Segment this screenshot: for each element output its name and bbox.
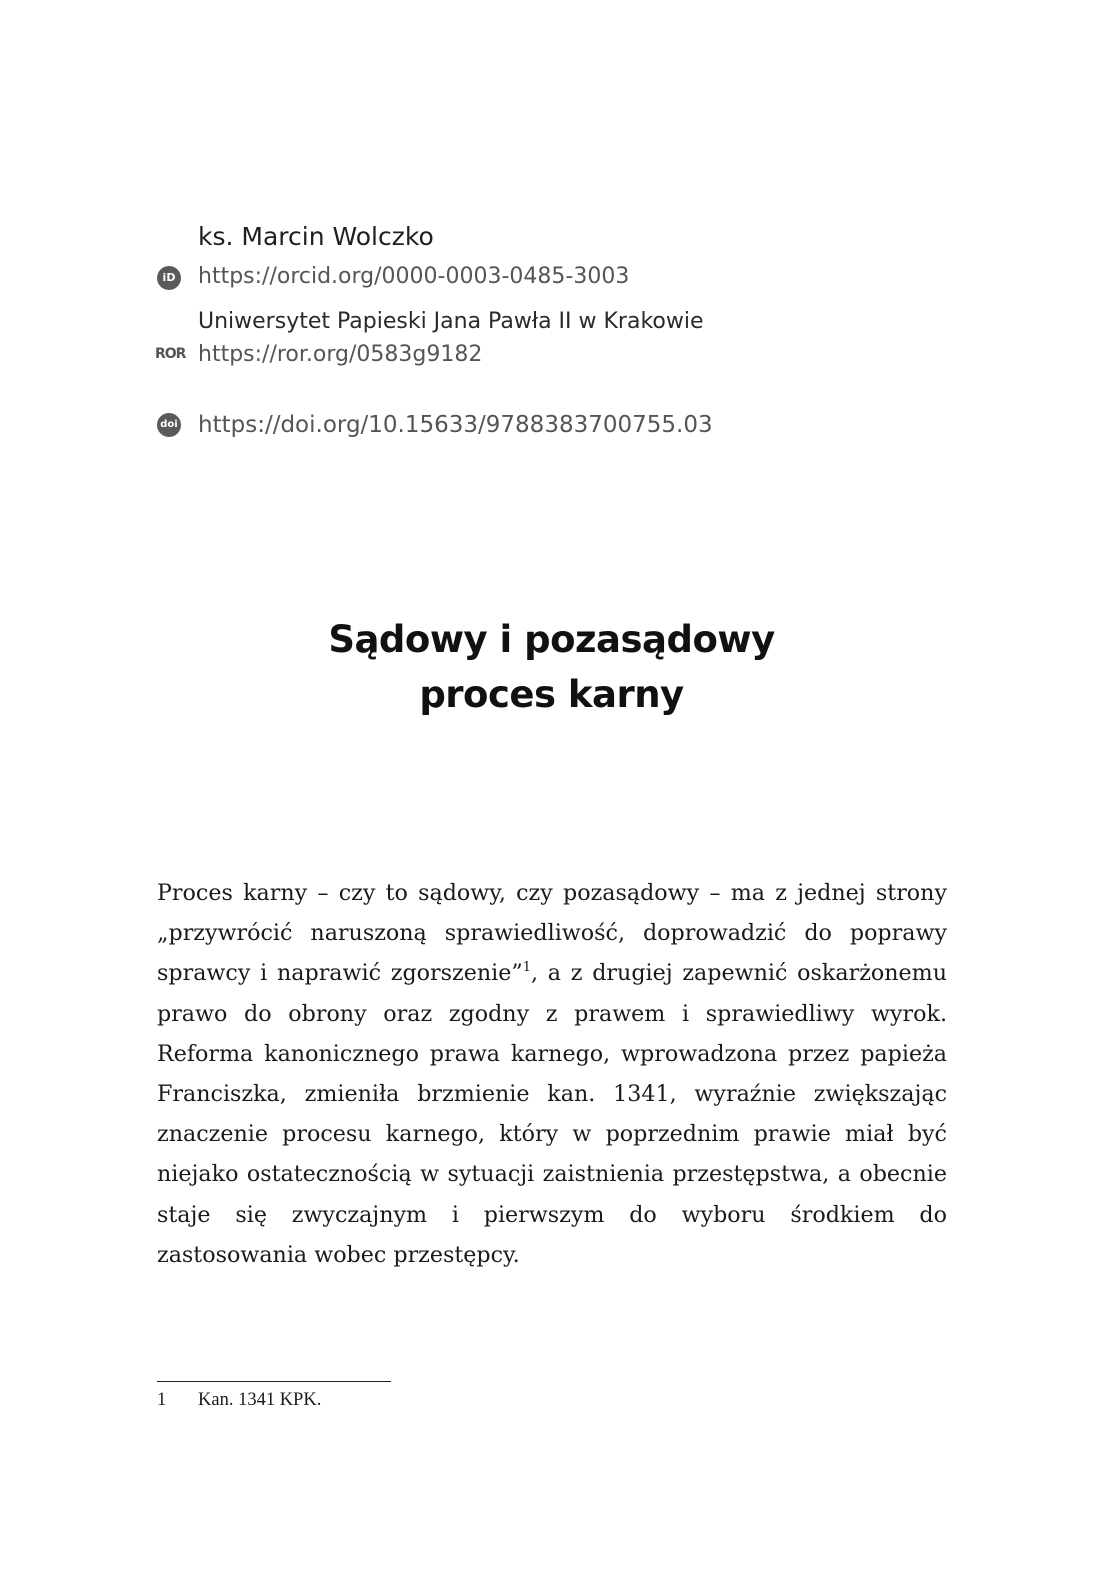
body-paragraph bbox=[157, 873, 947, 1275]
footnote-text: Kan. 1341 KPK. bbox=[198, 1390, 322, 1410]
affiliation: Uniwersytet Papieski Jana Pawła II w Krakowie bbox=[198, 309, 704, 334]
doi-icon: doi bbox=[157, 413, 181, 437]
ror-link[interactable]: https://ror.org/0583g9182 bbox=[198, 342, 483, 367]
orcid-icon: iD bbox=[157, 266, 181, 290]
body-text-part2: , a z drugiej zapewnić oskarżonemu prawo do obrony oraz zgodny z prawem i sprawiedliwy wyrok. Reforma kanonicznego prawa karnego, wprowadzona przez papieża Franciszka, zmieniła brzmienie kan. 1341, wyraźnie zwiększając znaczenie procesu karnego, który w poprzednim prawie miał być niejako ostatecznością w sytuacji zaistnienia przestępstwa, a obecnie staje się zwyczajnym i pierwszym do wyboru środkiem do zastosowania wobec przestępcy. bbox=[157, 960, 947, 1268]
chapter-title bbox=[0, 612, 1103, 722]
chapter-title-line2: proces karny bbox=[419, 673, 684, 716]
author-name: ks. Marcin Wolczko bbox=[198, 222, 434, 251]
doi-link[interactable]: https://doi.org/10.15633/9788383700755.03 bbox=[198, 412, 713, 438]
footnote-ref[interactable]: 1 bbox=[522, 960, 531, 976]
chapter-title-line1: Sądowy i pozasądowy bbox=[328, 618, 775, 661]
ror-icon: ROR bbox=[155, 346, 186, 362]
footnote-separator bbox=[157, 1381, 391, 1382]
footnote-number: 1 bbox=[157, 1390, 167, 1410]
orcid-link[interactable]: https://orcid.org/0000-0003-0485-3003 bbox=[198, 264, 630, 289]
body-text-part1: Proces karny – czy to sądowy, czy pozasądowy – ma z jednej strony „przywrócić naruszoną sprawiedliwość, doprowadzić do poprawy sprawcy i naprawić zgorszenie” bbox=[157, 880, 947, 987]
